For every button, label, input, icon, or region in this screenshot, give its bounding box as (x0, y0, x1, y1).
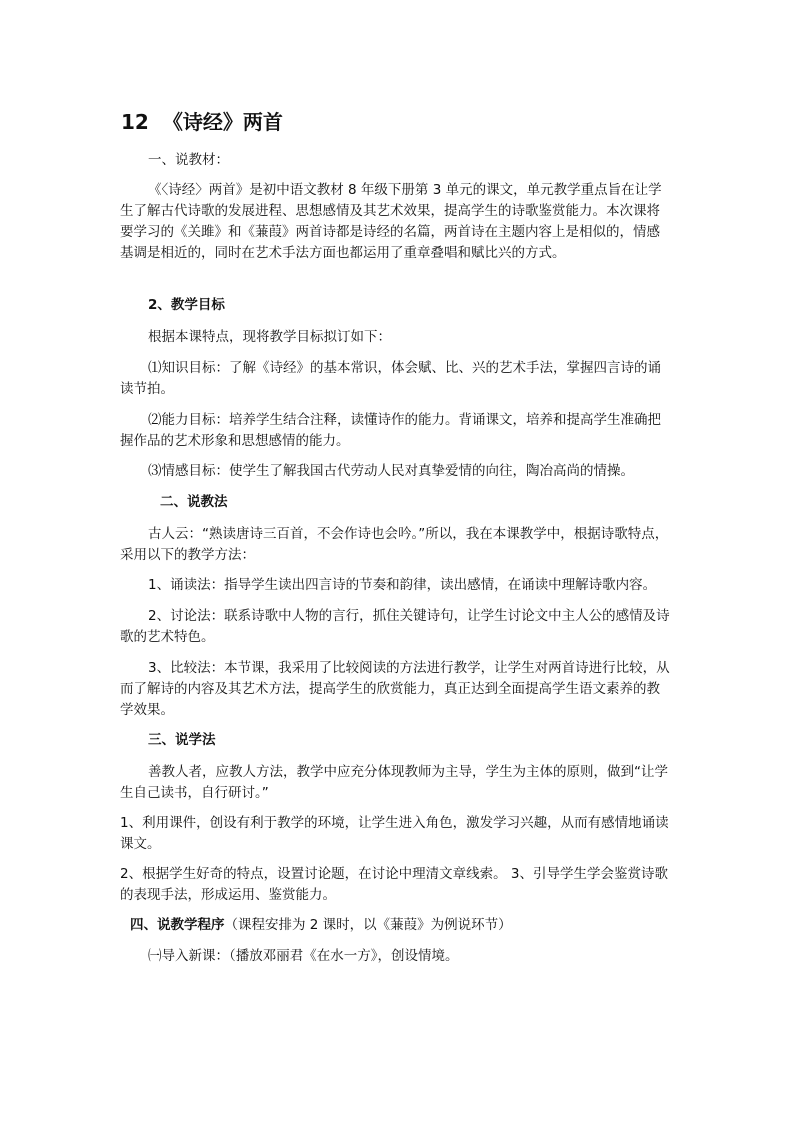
teaching-method-intro: 古人云：“熟读唐诗三百首，不会作诗也会吟。”所以，我在本课教学中，根据诗歌特点，采用以下的教学方法： (120, 526, 669, 563)
page-title (121, 106, 283, 135)
lesson-title: 《诗经》两首 (162, 110, 283, 134)
section-heading-procedure (130, 915, 682, 936)
procedure-heading-label: 四、说教学程序 (130, 917, 225, 933)
section-heading-goals: 2、教学目标 (148, 297, 225, 313)
teaching-method-2: 2、讨论法：联系诗歌中人物的言行，抓住关键诗句，让学生讨论文中主人公的感情及诗歌的艺术特色。 (120, 608, 670, 645)
procedure-step-1: ㈠导入新课：（播放邓丽君《在水一方》，创设情境。 (148, 948, 459, 964)
section-heading-teaching-method: 二、说教法 (160, 494, 228, 510)
section-heading-textbook: 一、说教材： (148, 152, 229, 168)
textbook-paragraph: 《〈诗经〉两首》是初中语文教材 8 年级下册第 3 单元的课文，单元教学重点旨在让学生了解古代诗歌的发展进程、思想感情及其艺术效果，提高学生的诗歌鉴赏能力。本次课将要学习的《关雎》和《蒹葭》两首诗都是诗经的名篇，两首诗在主题内容上是相似的，情感基调是相近的，同时在艺术手法方面也都运用了重章叠唱和赋比兴的方式。 (120, 182, 662, 261)
goal-knowledge: ⑴知识目标：了解《诗经》的基本常识，体会赋、比、兴的艺术手法，掌握四言诗的诵读节拍。 (120, 360, 661, 397)
teaching-method-1: 1、诵读法：指导学生读出四言诗的节奏和韵律，读出感情，在诵读中理解诗歌内容。 (148, 577, 657, 593)
procedure-heading-note: （课程安排为 2 课时，以《蒹葭》为例说环节） (224, 917, 512, 933)
goals-intro: 根据本课特点，现将教学目标拟订如下： (148, 329, 391, 345)
goal-ability: ⑵能力目标：培养学生结合注释，读懂诗作的能力。背诵课文，培养和提高学生准确把握作品的艺术形象和思想感情的能力。 (120, 412, 661, 449)
teaching-method-3: 3、比较法：本节课，我采用了比较阅读的方法进行教学，让学生对两首诗进行比较，从而了解诗的内容及其艺术方法，提高学生的欣赏能力，真正达到全面提高学生语文素养的教学效果。 (120, 660, 670, 718)
section-heading-learning-method: 三、说学法 (148, 732, 216, 748)
learning-method-2: 2、根据学生好奇的特点，设置讨论题，在讨论中理清文章线索。 3、引导学生学会鉴赏诗歌的表现手法，形成运用、鉴赏能力。 (120, 866, 668, 903)
learning-method-intro: 善教人者，应教人方法，教学中应充分体现教师为主导，学生为主体的原则，做到“让学生自己读书，自行研讨。” (120, 764, 668, 801)
lesson-number: 12 (121, 110, 149, 134)
learning-method-1: 1、利用课件，创设有利于教学的环境，让学生进入角色，激发学习兴趣，从而有感情地诵读课文。 (120, 815, 669, 852)
goal-emotion: ⑶情感目标：使学生了解我国古代劳动人民对真挚爱情的向往，陶冶高尚的情操。 (148, 463, 634, 479)
